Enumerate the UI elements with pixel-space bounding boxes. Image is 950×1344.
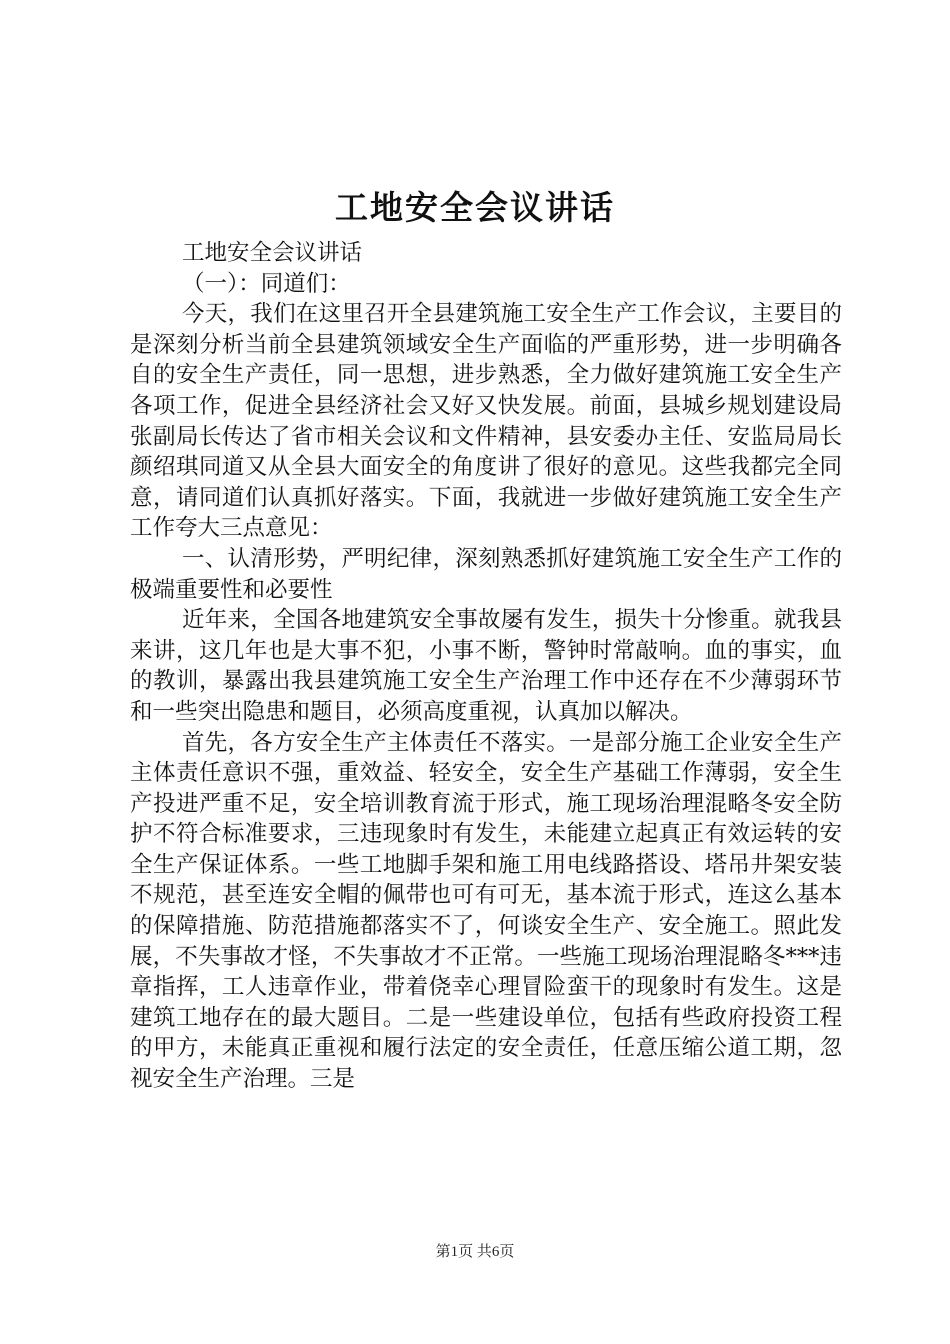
document-title: 工地安全会议讲话	[335, 188, 615, 227]
paragraph-section-heading: 一、认清形势，严明纪律，深刻熟悉抓好建筑施工安全生产工作的极端重要性和必要性	[130, 545, 842, 603]
paragraph-problems: 首先，各方安全生产主体责任不落实。一是部分施工企业安全生产主体责任意识不强，重效益、轻安全，安全生产基础工作薄弱，安全生产投进严重不足，安全培训教育流于形式，施工现场治理混略冬安全防护不符合标准要求，三违现象时有发生，未能建立起真正有效运转的安全生产保证体系。一些工地脚手架和施工用电线路搭设、塔吊井架安装不规范，甚至连安全帽的佩带也可有可无，基本流于形式，连这么基本的保障措施、防范措施都落实不了，何谈安全生产、安全施工。照此发展，不失事故才怪，不失事故才不正常。一些施工现场治理混略冬***违章指挥，工人违章作业，带着侥幸心理冒险蛮干的现象时有发生。这是建筑工地存在的最大题目。二是一些建设单位，包括有些政府投资工程的甲方，未能真正重视和履行法定的安全责任，任意压缩公道工期，忽视安全生产治理。三是	[130, 729, 842, 1093]
page-footer: 第1页 共6页	[435, 1244, 515, 1260]
paragraph-situation: 近年来，全国各地建筑安全事故屡有发生，损失十分惨重。就我县来讲，这几年也是大事不犯，小事不断，警钟时常敲响。血的事实，血的教训，暴露出我县建筑施工安全生产治理工作中还存在不少薄弱环节和一些突出隐患和题目，必须高度重视，认真加以解决。	[130, 607, 842, 725]
document-body	[130, 238, 842, 1095]
paragraph-opening: 今天，我们在这里召开全县建筑施工安全生产工作会议，主要目的是深刻分析当前全县建筑领域安全生产面临的严重形势，进一步明确各自的安全生产责任，同一思想，进步熟悉，全力做好建筑施工安全生产各项工作，促进全县经济社会又好又快发展。前面，县城乡规划建设局张副局长传达了省市相关会议和文件精神，县安委办主任、安监局局长颜绍琪同道又从全县大面安全的角度讲了很好的意见。这些我都完全同意，请同道们认真抓好落实。下面，我就进一步做好建筑施工安全生产工作夸大三点意见：	[130, 301, 842, 542]
paragraph-subtitle: 工地安全会议讲话	[182, 240, 363, 266]
paragraph-salutation: （一）：同道们：	[182, 270, 351, 297]
